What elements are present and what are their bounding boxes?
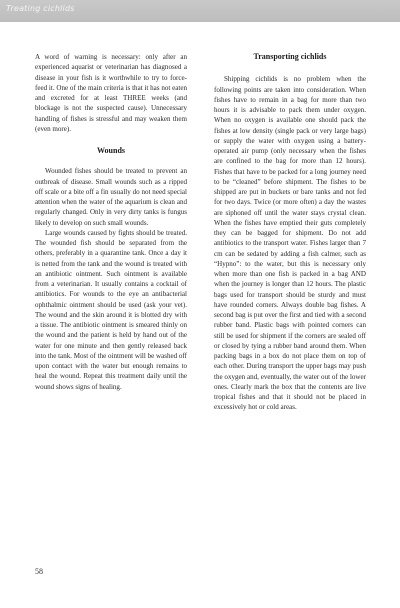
page-number: 58 <box>35 567 43 576</box>
spacer <box>214 62 366 74</box>
header-band <box>0 0 400 22</box>
spacer <box>35 134 187 146</box>
wounds-heading: Wounds <box>96 146 126 155</box>
warning-paragraph: A word of warning is necessary: only after an experienced aquarist or veterinarian has diagnosed a disease in your fish is it worthwhile to try to force-feed it. One of the main criteria is that it has not eaten and excreted for at least THREE weeks (and blockage is not the suspected cause). Unnecessary handling of fishes is stressful and may weaken them (even more). <box>35 53 187 133</box>
right-column <box>214 52 366 413</box>
transport-heading: Transporting cichlids <box>253 52 327 61</box>
wounds-paragraph-2: Large wounds caused by fights should be treated. The wounded fish should be separated from the others, preferably in a quarantine tank. Once a day it is netted from the tank and the wound is treated with an antibiotic ointment. Such ointment is available from a veterinarian. It usually contains a cocktail of antibiotics. For wounds to the eye an antibacterial ophthalmic ointment should be used (ask your vet). The wound and the skin around it is blotted dry with a tissue. The antibiotic ointment is smeared thinly on the wound and the patient is held by hand out of the water for one minute and then gently released back into the tank. Most of the ointment will be washed off upon contact with the water but enough remains to heal the wound. Repeat this treatment daily until the wound shows signs of healing. <box>35 228 187 391</box>
transport-paragraph: Shipping cichlids is no problem when the following points are taken into consideration. When fishes have to remain in a bag for more than two hours it is advisable to pack them under oxygen. When no oxygen is available one should pack the fishes at low density (single pack or very large bags) or supply the water with oxygen using a battery-operated air pump (only necessary when the fishes are confined to the bag for more than 12 hours). Fishes that have to be packed for a long journey need to be “cleaned” before shipment. The fishes to be shipped are put in buckets or bare tanks and not fed for two days. Twice (or more often) a day the wastes are siphoned off until the water stays crystal clean. When the fishes have emptied their guts completely they can be bagged for shipment. Do not add antibiotics to the transport water. Fishes larger than 7 cm can be sedated by adding a fish calmer, such as “Hypno”: to the water, but this is necessary only when more than one fish is packed in a bag AND when the journey is longer than 12 hours. The plastic bags used for transport should be sturdy and must have rounded corners. Always double bag fishes. A second bag is put over the first and tied with a second rubber band. Plastic bags with pointed corners can still be used for shipment if the corners are sealed off or closed by tying a rubber band around them. When packing bags in a box do not place them on top of each other. During transport the upper bags may push the oxygen and, eventually, the water out of the lower ones. Clearly mark the box that the contents are live tropical fishes and that it should not be placed in excessively hot or cold areas. <box>214 75 366 412</box>
wounds-paragraph-1: Wounded fishes should be treated to prevent an outbreak of disease. Small wounds such as a ripped off scale or a bite off a fin usually do not need special attention when the water of the aquarium is clean and regularly changed. Only in very dirty tanks is fungus likely to develop on such small wounds. <box>35 167 187 227</box>
spacer <box>35 156 187 166</box>
running-head: Treating cichlids <box>6 4 75 13</box>
left-column <box>35 52 187 392</box>
